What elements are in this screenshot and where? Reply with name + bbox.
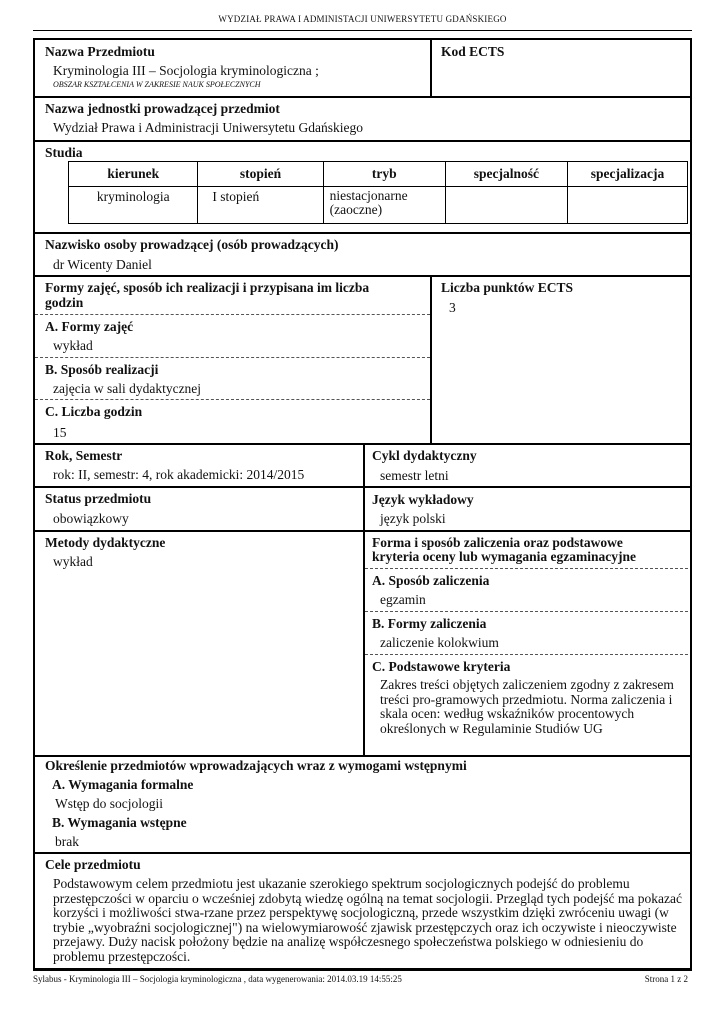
sub-divider <box>365 654 688 655</box>
wprowadzajace-b-label: B. Wymagania wstępne <box>52 815 187 830</box>
col-divider-middle <box>363 443 365 755</box>
zaliczenie-c-value: Zakres treści objętych zaliczeniem zgodny z zakresem treści pro-gramowych przedmiotu. Norma zaliczenia i skala ocen: według wskaźników procentowych określonych w Regulaminie Studiów UG <box>380 677 674 736</box>
sub-divider <box>365 611 688 612</box>
studia-label: Studia <box>45 145 83 160</box>
document-header: WYDZIAŁ PRAWA I ADMINISTACJI UNIWERSYTETU GDAŃSKIEGO <box>218 14 507 24</box>
cykl-label: Cykl dydaktyczny <box>372 448 477 463</box>
zaliczenie-label-cont: kryteria oceny lub wymagania egzaminacyjne <box>372 549 636 564</box>
row-divider <box>33 232 690 234</box>
row-divider <box>33 140 690 142</box>
status-value: obowiązkowy <box>53 511 129 526</box>
rok-label: Rok, Semestr <box>45 448 123 463</box>
formy-a-label: A. Formy zajęć <box>45 319 134 334</box>
wprowadzajace-label: Określenie przedmiotów wprowadzających wraz z wymogami wstępnymi <box>45 758 467 773</box>
metody-value: wykład <box>53 554 93 569</box>
status-label: Status przedmiotu <box>45 491 152 506</box>
formy-b-label: B. Sposób realizacji <box>45 362 159 377</box>
col-divider-top <box>430 40 432 96</box>
cykl-value: semestr letni <box>380 468 449 483</box>
header-rule <box>33 30 692 31</box>
studia-header-kierunek: kierunek <box>69 162 198 187</box>
jezyk-label: Język wykładowy <box>372 492 474 507</box>
sub-divider <box>35 314 430 315</box>
zaliczenie-label: Forma i sposób zaliczenia oraz podstawowe <box>372 535 623 550</box>
studia-table <box>68 161 688 224</box>
formy-a-value: wykład <box>53 338 93 353</box>
sub-divider <box>365 568 688 569</box>
footer-rule <box>33 970 692 971</box>
metody-label: Metody dydaktyczne <box>45 535 166 550</box>
cele-value: Podstawowym celem przedmiotu jest ukazanie szerokiego spektrum socjologicznych podejść do problemu przestępczości w oparciu o wcześniej zdobytą wiedzę ogólną na temat socjologii. Przegląd tych podejść ma pokazać korzyści i możliwości stwa-rzane przez perspektywę socjologiczną, przede wszystkim dzięki zwróceniu uwagi (w trybie „wyobraźni socjologicznej") na wielowymiarowość zjawisk przestępczych oraz ich oczywiste i nieoczywiste przejawy. Duży nacisk położony będzie na analizę współczesnego społeczeństwa polskiego w odniesieniu do problemu przestępczości. <box>53 876 683 964</box>
sub-divider <box>35 357 430 358</box>
cele-label: Cele przedmiotu <box>45 857 141 872</box>
formy-c-value: 15 <box>53 425 67 440</box>
footer-page-number: Strona 1 z 2 <box>644 974 688 984</box>
kod-ects-label: Kod ECTS <box>441 44 505 59</box>
jednostka-label: Nazwa jednostki prowadzącej przedmiot <box>45 101 280 116</box>
formy-label: Formy zajęć, sposób ich realizacji i przypisana im liczba <box>45 280 370 295</box>
formy-b-value: zajęcia w sali dydaktycznej <box>53 381 202 396</box>
jezyk-value: język polski <box>380 511 446 526</box>
studia-header-tryb: tryb <box>323 162 445 187</box>
studia-cell-stopien: I stopień <box>198 187 323 224</box>
row-divider <box>33 530 690 532</box>
col-divider-ects <box>430 275 432 443</box>
row-divider <box>33 486 690 488</box>
prowadzacy-value: dr Wicenty Daniel <box>53 257 152 272</box>
przedmiot-value: Kryminologia III – Socjologia kryminologiczna ; <box>53 63 319 78</box>
studia-cell-tryb: niestacjonarne (zaoczne) <box>323 187 445 224</box>
wprowadzajace-b-value: brak <box>55 834 79 849</box>
prowadzacy-label: Nazwisko osoby prowadzącej (osób prowadzących) <box>45 237 339 252</box>
row-divider <box>33 443 690 445</box>
row-divider <box>33 755 690 757</box>
punkty-ects-value: 3 <box>449 300 456 315</box>
footer-left: Sylabus - Kryminologia III – Socjologia kryminologiczna , data wygenerowania: 2014.03.19 14:55:25 <box>33 974 402 984</box>
zaliczenie-a-value: egzamin <box>380 592 426 607</box>
studia-header-specjalizacja: specjalizacja <box>567 162 687 187</box>
formy-label-cont: godzin <box>45 295 84 310</box>
wprowadzajace-a-value: Wstęp do socjologii <box>55 796 163 811</box>
zaliczenie-c-label: C. Podstawowe kryteria <box>372 659 511 674</box>
studia-cell-kierunek: kryminologia <box>69 187 198 224</box>
studia-header-specjalnosc: specjalność <box>445 162 567 187</box>
zaliczenie-b-label: B. Formy zaliczenia <box>372 616 487 631</box>
sub-divider <box>35 399 430 400</box>
wprowadzajace-a-label: A. Wymagania formalne <box>52 777 194 792</box>
zaliczenie-b-value: zaliczenie kolokwium <box>380 635 499 650</box>
studia-cell-specjalnosc <box>445 187 567 224</box>
przedmiot-label: Nazwa Przedmiotu <box>45 44 155 59</box>
formy-c-label: C. Liczba godzin <box>45 404 143 419</box>
row-divider <box>33 96 690 98</box>
studia-header-stopien: stopień <box>198 162 323 187</box>
studia-cell-specjalizacja <box>567 187 687 224</box>
row-divider <box>33 852 690 854</box>
punkty-ects-label: Liczba punktów ECTS <box>441 280 574 295</box>
zaliczenie-a-label: A. Sposób zaliczenia <box>372 573 490 588</box>
rok-value: rok: II, semestr: 4, rok akademicki: 2014/2015 <box>53 467 305 482</box>
obszar-ksztalcenia: OBSZAR KSZTAŁCENIA W ZAKRESIE NAUK SPOŁECZNYCH <box>53 80 261 89</box>
jednostka-value: Wydział Prawa i Administracji Uniwersytetu Gdańskiego <box>53 120 363 135</box>
row-divider <box>33 275 690 277</box>
